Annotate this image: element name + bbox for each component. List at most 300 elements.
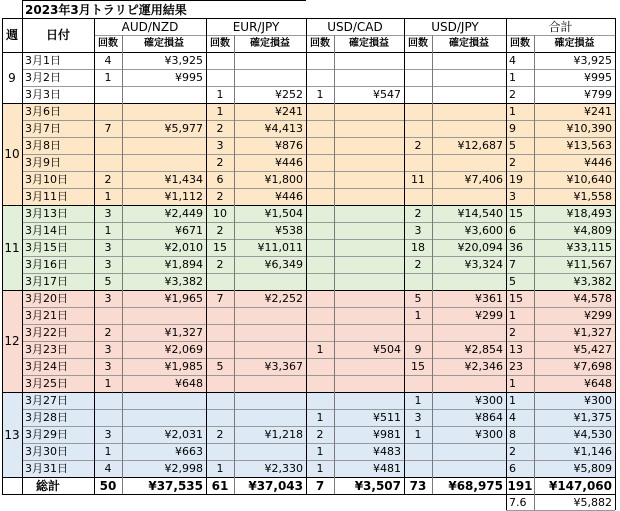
total-count-cell: 6 <box>509 462 516 475</box>
count-cell: 3 <box>104 258 112 271</box>
totals-bottom-line <box>2 494 615 495</box>
total-count-cell: 23 <box>509 360 523 373</box>
count-cell <box>94 103 122 120</box>
profit-cell <box>334 52 404 69</box>
profit-cell: ¥2,069 <box>164 343 203 356</box>
profit-cell <box>334 290 404 307</box>
count-cell <box>206 409 234 426</box>
count-cell: 1 <box>316 445 324 458</box>
profit-cell: ¥876 <box>275 139 303 152</box>
week-label: 12 <box>4 334 20 348</box>
profit-cell <box>234 273 306 290</box>
count-cell <box>306 154 334 171</box>
row-gridline <box>22 69 615 70</box>
total-count-cell: 4 <box>509 54 516 67</box>
profit-cell: ¥2,330 <box>264 462 303 475</box>
profit-header: 確定損益 <box>250 37 290 49</box>
count-cell: 4 <box>104 54 112 67</box>
profit-cell: ¥3,324 <box>464 258 503 271</box>
count-cell <box>206 324 234 341</box>
profit-cell <box>432 443 506 460</box>
count-cell <box>94 137 122 154</box>
count-cell <box>306 375 334 392</box>
date-cell: 3月22日 <box>25 326 68 339</box>
profit-cell <box>334 273 404 290</box>
count-cell <box>404 324 432 341</box>
count-cell: 1 <box>104 445 112 458</box>
profit-cell <box>432 154 506 171</box>
total-profit-cell: ¥799 <box>584 88 612 101</box>
count-cell <box>404 120 432 137</box>
totals-count: 7 <box>315 478 325 493</box>
date-cell: 3月17日 <box>25 275 68 288</box>
profit-cell: ¥995 <box>175 71 203 84</box>
profit-cell: ¥1,327 <box>164 326 203 339</box>
total-profit-cell: ¥300 <box>584 394 612 407</box>
count-cell <box>306 273 334 290</box>
profit-cell: ¥3,925 <box>164 54 203 67</box>
count-cell: 2 <box>414 139 422 152</box>
profit-cell <box>334 205 404 222</box>
total-count-cell: 1 <box>509 105 516 118</box>
profit-cell <box>334 69 404 86</box>
row-gridline <box>22 273 615 274</box>
row-gridline <box>22 324 615 325</box>
count-cell <box>306 188 334 205</box>
pair-header: 合計 <box>548 19 573 34</box>
profit-cell: ¥2,449 <box>164 207 203 220</box>
profit-cell: ¥1,504 <box>264 207 303 220</box>
date-cell: 3月6日 <box>25 105 61 118</box>
column-divider <box>306 18 307 494</box>
count-cell: 9 <box>414 343 422 356</box>
totals-count: 61 <box>211 478 229 493</box>
total-profit-cell: ¥3,382 <box>573 275 612 288</box>
profit-cell: ¥3,600 <box>464 224 503 237</box>
column-divider <box>206 18 207 494</box>
profit-cell <box>432 273 506 290</box>
total-count-cell: 4 <box>509 411 516 424</box>
total-count-cell: 2 <box>509 326 516 339</box>
profit-cell <box>122 154 206 171</box>
total-count-cell: 9 <box>509 122 516 135</box>
profit-cell: ¥241 <box>275 105 303 118</box>
date-cell: 3月28日 <box>25 411 68 424</box>
profit-cell <box>432 120 506 137</box>
count-cell <box>404 375 432 392</box>
profit-cell <box>122 137 206 154</box>
total-profit-cell: ¥995 <box>584 71 612 84</box>
profit-cell <box>234 69 306 86</box>
totals-profit: ¥37,535 <box>148 478 203 493</box>
date-cell: 3月10日 <box>25 173 68 186</box>
total-profit-cell: ¥33,115 <box>566 241 612 254</box>
count-cell <box>306 290 334 307</box>
subcolumn-divider <box>334 35 335 494</box>
total-profit-cell: ¥241 <box>584 105 612 118</box>
profit-cell: ¥3,382 <box>164 275 203 288</box>
profit-header: 確定損益 <box>554 37 595 49</box>
row-gridline <box>22 358 615 359</box>
count-cell <box>306 256 334 273</box>
totals-count: 50 <box>99 478 117 493</box>
extra-left-line <box>506 494 507 510</box>
count-cell <box>206 375 234 392</box>
column-divider <box>506 18 507 494</box>
header-mid-line <box>94 35 615 36</box>
profit-cell <box>234 443 306 460</box>
count-cell: 2 <box>216 428 224 441</box>
profit-cell <box>234 409 306 426</box>
row-gridline <box>22 154 615 155</box>
total-count-cell: 1 <box>509 377 516 390</box>
profit-cell <box>122 103 206 120</box>
profit-header: 確定損益 <box>449 37 489 49</box>
count-cell: 1 <box>414 309 422 322</box>
row-gridline <box>22 460 615 461</box>
total-count-cell: 2 <box>509 445 516 458</box>
profit-cell: ¥3,367 <box>264 360 303 373</box>
profit-cell: ¥864 <box>475 411 503 424</box>
total-count-cell: 36 <box>509 241 523 254</box>
profit-cell: ¥483 <box>373 445 401 458</box>
count-cell: 2 <box>414 258 422 271</box>
count-cell: 2 <box>216 224 224 237</box>
profit-cell: ¥511 <box>373 411 401 424</box>
total-count-cell: 8 <box>509 428 516 441</box>
profit-cell: ¥7,406 <box>464 173 503 186</box>
total-count-cell: 1 <box>509 309 516 322</box>
count-cell <box>94 154 122 171</box>
count-cell <box>306 205 334 222</box>
profit-cell: ¥504 <box>373 343 401 356</box>
date-cell: 3月9日 <box>25 156 61 169</box>
profit-cell <box>122 86 206 103</box>
profit-cell: ¥2,346 <box>464 360 503 373</box>
profit-cell <box>334 256 404 273</box>
date-cell: 3月1日 <box>25 54 61 67</box>
count-cell <box>94 392 122 409</box>
profit-cell: ¥1,985 <box>164 360 203 373</box>
total-profit-cell: ¥13,563 <box>566 139 612 152</box>
profit-cell: ¥538 <box>275 224 303 237</box>
profit-cell <box>234 392 306 409</box>
subcolumn-divider <box>122 35 123 494</box>
date-cell: 3月3日 <box>25 88 61 101</box>
total-profit-cell: ¥4,809 <box>573 224 612 237</box>
profit-cell <box>334 137 404 154</box>
row-gridline <box>22 222 615 223</box>
row-gridline <box>22 307 615 308</box>
profit-cell <box>432 460 506 477</box>
row-gridline <box>22 409 615 410</box>
column-divider <box>615 18 616 494</box>
total-profit-cell: ¥648 <box>584 377 612 390</box>
profit-cell: ¥981 <box>373 428 401 441</box>
profit-cell <box>334 120 404 137</box>
total-count-cell: 1 <box>509 71 516 84</box>
pair-header: USD/CAD <box>327 19 383 34</box>
count-cell: 1 <box>316 343 324 356</box>
total-count-cell: 13 <box>509 343 523 356</box>
row-gridline <box>22 120 615 121</box>
count-cell: 5 <box>414 292 422 305</box>
date-cell: 3月2日 <box>25 71 61 84</box>
count-cell <box>306 222 334 239</box>
count-cell <box>404 188 432 205</box>
title-left-line <box>22 0 23 18</box>
count-cell: 11 <box>411 173 425 186</box>
count-cell: 3 <box>104 428 112 441</box>
count-cell <box>94 86 122 103</box>
count-cell <box>206 52 234 69</box>
total-profit-cell: ¥1,327 <box>573 326 612 339</box>
count-cell: 3 <box>104 360 112 373</box>
count-cell: 3 <box>414 411 422 424</box>
profit-cell: ¥1,965 <box>164 292 203 305</box>
row-gridline <box>22 188 615 189</box>
count-cell <box>206 341 234 358</box>
total-profit-cell: ¥5,427 <box>573 343 612 356</box>
pair-header: EUR/JPY <box>232 19 280 34</box>
date-cell: 3月13日 <box>25 207 68 220</box>
count-cell <box>306 358 334 375</box>
count-cell <box>306 324 334 341</box>
column-divider <box>94 18 95 494</box>
count-cell: 1 <box>414 394 422 407</box>
count-cell: 1 <box>216 88 224 101</box>
profit-cell: ¥2,031 <box>164 428 203 441</box>
sheet-title: 2023年3月トラリピ運用結果 <box>25 2 187 17</box>
profit-cell <box>334 324 404 341</box>
count-cell: 3 <box>216 139 224 152</box>
total-profit-cell: ¥1,375 <box>573 411 612 424</box>
week-label: 13 <box>4 427 20 442</box>
profit-cell: ¥300 <box>475 394 503 407</box>
total-count-cell: 5 <box>509 139 516 152</box>
total-count-cell: 15 <box>509 207 523 220</box>
total-profit-cell: ¥4,578 <box>573 292 612 305</box>
profit-cell: ¥1,218 <box>264 428 303 441</box>
extra-mid-line <box>534 494 535 510</box>
row-gridline <box>22 443 615 444</box>
total-count-cell: 2 <box>509 88 516 101</box>
profit-cell <box>334 103 404 120</box>
column-divider <box>404 18 405 494</box>
profit-cell <box>432 52 506 69</box>
date-cell: 3月11日 <box>25 190 68 203</box>
date-cell: 3月25日 <box>25 377 68 390</box>
profit-cell: ¥252 <box>275 88 303 101</box>
subcolumn-divider <box>234 35 235 494</box>
profit-cell: ¥671 <box>175 224 203 237</box>
total-count-cell: 19 <box>509 173 523 186</box>
count-cell: 3 <box>414 224 422 237</box>
total-profit-cell: ¥299 <box>584 309 612 322</box>
profit-cell: ¥361 <box>475 292 503 305</box>
count-cell: 10 <box>213 207 227 220</box>
total-count-cell: 2 <box>509 156 516 169</box>
total-profit-cell: ¥4,530 <box>573 428 612 441</box>
totals-all-profit: ¥147,060 <box>548 478 612 493</box>
count-cell: 3 <box>104 207 112 220</box>
date-cell: 3月14日 <box>25 224 68 237</box>
total-count-cell: 5 <box>509 275 516 288</box>
count-header: 回数 <box>408 37 428 49</box>
profit-cell <box>432 188 506 205</box>
date-cell: 3月21日 <box>25 309 68 322</box>
profit-cell <box>234 341 306 358</box>
profit-cell: ¥2,998 <box>164 462 203 475</box>
count-cell <box>206 273 234 290</box>
total-profit-cell: ¥3,925 <box>573 54 612 67</box>
profit-cell: ¥481 <box>373 462 401 475</box>
count-cell <box>206 307 234 324</box>
count-cell: 2 <box>216 156 224 169</box>
count-cell: 1 <box>316 88 324 101</box>
profit-cell <box>334 392 404 409</box>
count-cell: 2 <box>104 326 112 339</box>
profit-cell: ¥4,413 <box>264 122 303 135</box>
count-cell: 2 <box>316 428 324 441</box>
title-top-line <box>22 0 306 1</box>
profit-cell <box>234 375 306 392</box>
count-cell <box>306 52 334 69</box>
count-cell <box>404 460 432 477</box>
total-profit-cell: ¥7,698 <box>573 360 612 373</box>
profit-cell <box>432 69 506 86</box>
profit-header: 確定損益 <box>349 37 389 49</box>
date-cell: 3月27日 <box>25 394 68 407</box>
count-cell <box>404 69 432 86</box>
count-header: 回数 <box>510 37 530 49</box>
total-profit-cell: ¥5,809 <box>573 462 612 475</box>
profit-cell <box>234 52 306 69</box>
total-profit-cell: ¥1,146 <box>573 445 612 458</box>
count-cell: 2 <box>216 190 224 203</box>
count-cell: 18 <box>411 241 425 254</box>
row-gridline <box>22 239 615 240</box>
count-cell <box>206 392 234 409</box>
count-cell <box>306 69 334 86</box>
profit-cell: ¥2,010 <box>164 241 203 254</box>
week-label: 11 <box>4 240 20 255</box>
total-profit-cell: ¥10,640 <box>566 173 612 186</box>
date-cell: 3月16日 <box>25 258 68 271</box>
profit-cell <box>432 324 506 341</box>
count-cell: 1 <box>216 105 224 118</box>
date-cell: 3月8日 <box>25 139 61 152</box>
average-profit: ¥5,882 <box>573 495 612 509</box>
profit-cell: ¥12,687 <box>457 139 503 152</box>
profit-cell <box>432 86 506 103</box>
date-cell: 3月7日 <box>25 122 61 135</box>
row-gridline <box>22 375 615 376</box>
total-count-cell: 7 <box>509 258 516 271</box>
row-gridline <box>22 86 615 87</box>
profit-cell: ¥300 <box>475 428 503 441</box>
profit-cell: ¥648 <box>175 377 203 390</box>
profit-cell: ¥6,349 <box>264 258 303 271</box>
count-cell: 7 <box>216 292 224 305</box>
profit-cell: ¥2,854 <box>464 343 503 356</box>
count-cell: 1 <box>216 462 224 475</box>
total-count-cell: 1 <box>509 394 516 407</box>
count-cell <box>306 392 334 409</box>
profit-cell: ¥11,011 <box>257 241 303 254</box>
count-cell: 15 <box>411 360 425 373</box>
count-cell <box>306 103 334 120</box>
count-cell: 1 <box>414 428 422 441</box>
profit-cell: ¥1,112 <box>164 190 203 203</box>
profit-cell: ¥446 <box>275 190 303 203</box>
totals-all-count: 191 <box>507 478 533 493</box>
profit-cell: ¥1,894 <box>164 258 203 271</box>
count-cell: 5 <box>216 360 224 373</box>
column-divider <box>2 18 3 494</box>
profit-cell: ¥14,540 <box>457 207 503 220</box>
profit-cell: ¥2,252 <box>264 292 303 305</box>
date-cell: 3月15日 <box>25 241 68 254</box>
count-cell <box>404 103 432 120</box>
total-count-cell: 15 <box>509 292 523 305</box>
subcolumn-divider <box>534 35 535 494</box>
count-cell: 1 <box>316 411 324 424</box>
profit-cell <box>334 171 404 188</box>
row-gridline <box>22 341 615 342</box>
count-cell <box>404 86 432 103</box>
count-cell <box>94 307 122 324</box>
totals-profit: ¥3,507 <box>354 478 401 493</box>
count-header: 回数 <box>210 37 230 49</box>
total-count-cell: 3 <box>509 190 516 203</box>
profit-cell <box>334 375 404 392</box>
profit-cell <box>334 188 404 205</box>
profit-cell <box>122 409 206 426</box>
pair-header: AUD/NZD <box>121 19 179 34</box>
count-cell: 5 <box>104 275 112 288</box>
profit-cell <box>122 307 206 324</box>
date-cell: 3月31日 <box>25 462 68 475</box>
profit-cell: ¥547 <box>373 88 401 101</box>
total-count-cell: 6 <box>509 224 516 237</box>
count-cell: 1 <box>316 462 324 475</box>
date-cell: 3月24日 <box>25 360 68 373</box>
count-cell: 15 <box>213 241 227 254</box>
profit-header: 確定損益 <box>144 37 184 49</box>
count-cell <box>206 443 234 460</box>
total-profit-cell: ¥10,390 <box>566 122 612 135</box>
profit-cell: ¥299 <box>475 309 503 322</box>
count-cell <box>306 239 334 256</box>
totals-profit: ¥37,043 <box>248 478 303 493</box>
week-label: 9 <box>8 70 16 85</box>
subcolumn-divider <box>432 35 433 494</box>
count-cell: 3 <box>104 292 112 305</box>
count-cell: 3 <box>104 241 112 254</box>
count-cell: 2 <box>216 258 224 271</box>
count-cell <box>306 137 334 154</box>
profit-cell <box>234 307 306 324</box>
date-cell: 3月29日 <box>25 428 68 441</box>
count-cell <box>404 154 432 171</box>
date-cell: 3月30日 <box>25 445 68 458</box>
count-header: 回数 <box>98 37 118 49</box>
profit-cell <box>334 239 404 256</box>
profit-cell <box>334 222 404 239</box>
profit-cell <box>432 375 506 392</box>
extra-right-line <box>615 494 616 510</box>
